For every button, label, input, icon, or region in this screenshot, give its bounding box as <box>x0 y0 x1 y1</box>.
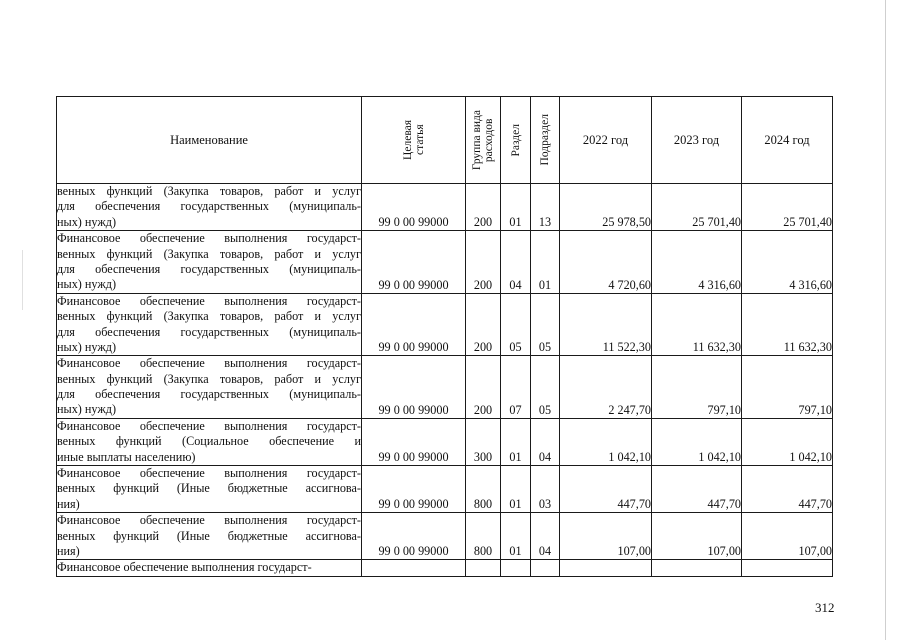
row-name-line: венных функций (Закупка товаров, работ и услуг <box>57 309 361 324</box>
row-target <box>362 560 466 576</box>
row-target: 99 0 00 99000 <box>362 466 466 513</box>
table-row <box>57 418 833 465</box>
row-value-2024: 4 316,60 <box>742 231 833 294</box>
row-value-2022: 11 522,30 <box>560 293 652 356</box>
header-section <box>501 97 531 184</box>
row-value-2022: 107,00 <box>560 513 652 560</box>
header-target <box>362 97 466 184</box>
row-section: 01 <box>501 513 531 560</box>
row-name-line: ных) нужд) <box>57 277 117 292</box>
row-name-line: венных функций (Социальное обеспечение и <box>57 434 361 449</box>
row-group <box>466 560 501 576</box>
row-value-2022 <box>560 560 652 576</box>
row-subsection: 01 <box>531 231 560 294</box>
row-name-line: Финансовое обеспечение выполнения государст- <box>57 466 361 481</box>
row-target: 99 0 00 99000 <box>362 231 466 294</box>
row-name <box>57 356 362 419</box>
row-name-line: Финансовое обеспечение выполнения государст- <box>57 356 361 371</box>
row-value-2024: 107,00 <box>742 513 833 560</box>
row-target: 99 0 00 99000 <box>362 184 466 231</box>
row-value-2023: 107,00 <box>652 513 742 560</box>
row-value-2023: 447,70 <box>652 466 742 513</box>
row-value-2023: 797,10 <box>652 356 742 419</box>
row-subsection <box>531 560 560 576</box>
row-group: 200 <box>466 293 501 356</box>
row-section: 07 <box>501 356 531 419</box>
row-name-line: венных функций (Закупка товаров, работ и услуг <box>57 371 361 386</box>
row-target: 99 0 00 99000 <box>362 513 466 560</box>
row-value-2023: 4 316,60 <box>652 231 742 294</box>
header-target-line1: Целевая <box>401 120 414 160</box>
row-name-line: для обеспечения государственных (муниципаль- <box>57 199 361 214</box>
row-value-2023: 25 701,40 <box>652 184 742 231</box>
row-subsection: 05 <box>531 293 560 356</box>
header-group-line2: расходов <box>483 118 495 162</box>
scan-artifact <box>22 250 23 310</box>
row-section: 04 <box>501 231 531 294</box>
row-name-line: венных функций (Закупка товаров, работ и услуг <box>57 246 361 261</box>
table-row <box>57 231 833 294</box>
table-body <box>57 184 833 577</box>
row-group: 200 <box>466 356 501 419</box>
row-value-2023: 1 042,10 <box>652 418 742 465</box>
row-subsection: 13 <box>531 184 560 231</box>
row-value-2024: 447,70 <box>742 466 833 513</box>
header-subsection <box>531 97 560 184</box>
row-name-line: ных) нужд) <box>57 402 117 417</box>
row-value-2024: 797,10 <box>742 356 833 419</box>
row-name-line: ния) <box>57 543 80 558</box>
row-name <box>57 184 362 231</box>
row-value-2024 <box>742 560 833 576</box>
row-subsection: 05 <box>531 356 560 419</box>
page-number: 312 <box>815 600 835 615</box>
header-section-label: Раздел <box>509 123 522 157</box>
row-subsection: 03 <box>531 466 560 513</box>
row-value-2023: 11 632,30 <box>652 293 742 356</box>
row-value-2024: 11 632,30 <box>742 293 833 356</box>
row-group: 300 <box>466 418 501 465</box>
row-target: 99 0 00 99000 <box>362 418 466 465</box>
header-2024: 2024 год <box>742 97 833 184</box>
row-group: 800 <box>466 513 501 560</box>
row-name-line: венных функций (Закупка товаров, работ и услуг <box>57 184 361 198</box>
header-subsection-label: Подраздел <box>539 114 551 166</box>
row-name-line: ных) нужд) <box>57 214 117 229</box>
row-name-line: Финансовое обеспечение выполнения государст- <box>57 418 361 433</box>
header-2023: 2023 год <box>652 97 742 184</box>
table-row <box>57 560 833 576</box>
row-group: 800 <box>466 466 501 513</box>
row-section <box>501 560 531 576</box>
table-header-row <box>57 97 833 184</box>
row-name-line: венных функций (Иные бюджетные ассигнова- <box>57 481 361 496</box>
table-row <box>57 513 833 560</box>
header-group-line1: Группа вида <box>471 109 483 171</box>
header-2022: 2022 год <box>560 97 652 184</box>
row-target: 99 0 00 99000 <box>362 293 466 356</box>
row-name <box>57 513 362 560</box>
row-value-2022: 25 978,50 <box>560 184 652 231</box>
header-target-line2: статья <box>413 124 426 156</box>
budget-table <box>56 96 833 577</box>
table-row <box>57 184 833 231</box>
row-value-2022: 1 042,10 <box>560 418 652 465</box>
row-group: 200 <box>466 184 501 231</box>
table-row <box>57 356 833 419</box>
row-name-line: для обеспечения государственных (муниципаль- <box>57 324 361 339</box>
row-section: 05 <box>501 293 531 356</box>
header-name: Наименование <box>57 97 362 184</box>
row-target: 99 0 00 99000 <box>362 356 466 419</box>
row-name-line: Финансовое обеспечение выполнения государст- <box>57 560 312 575</box>
row-name-line: Финансовое обеспечение выполнения государст- <box>57 293 361 308</box>
row-name-line: для обеспечения государственных (муниципаль- <box>57 387 361 402</box>
page-edge-line <box>885 0 886 640</box>
row-name-line: Финансовое обеспечение выполнения государст- <box>57 513 361 528</box>
row-value-2022: 2 247,70 <box>560 356 652 419</box>
row-value-2024: 25 701,40 <box>742 184 833 231</box>
row-section: 01 <box>501 418 531 465</box>
row-section: 01 <box>501 184 531 231</box>
table-row <box>57 293 833 356</box>
row-name-line: для обеспечения государственных (муниципаль- <box>57 261 361 276</box>
row-name-line: ния) <box>57 496 80 511</box>
row-value-2022: 4 720,60 <box>560 231 652 294</box>
row-value-2022: 447,70 <box>560 466 652 513</box>
row-name <box>57 231 362 294</box>
row-name <box>57 466 362 513</box>
row-name-line: ных) нужд) <box>57 339 117 354</box>
row-name-line: венных функций (Иные бюджетные ассигнова- <box>57 528 361 543</box>
row-value-2023 <box>652 560 742 576</box>
row-section: 01 <box>501 466 531 513</box>
table-row <box>57 466 833 513</box>
row-name <box>57 293 362 356</box>
row-name-line: иные выплаты населению) <box>57 449 196 464</box>
row-name <box>57 418 362 465</box>
row-value-2024: 1 042,10 <box>742 418 833 465</box>
row-name <box>57 560 362 576</box>
row-subsection: 04 <box>531 513 560 560</box>
row-subsection: 04 <box>531 418 560 465</box>
row-group: 200 <box>466 231 501 294</box>
row-name-line: Финансовое обеспечение выполнения государст- <box>57 231 361 246</box>
header-group <box>466 97 501 184</box>
